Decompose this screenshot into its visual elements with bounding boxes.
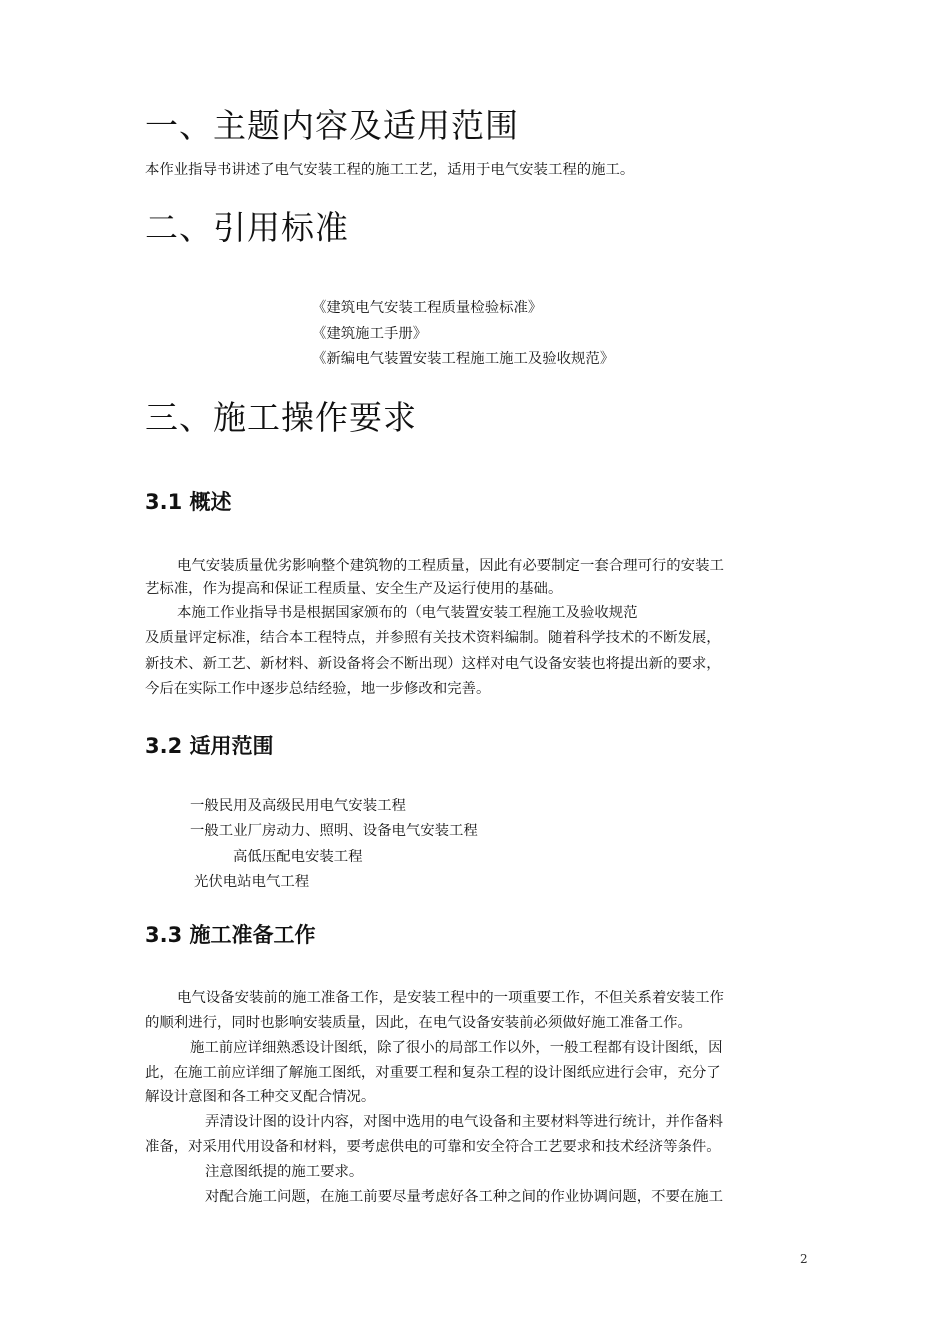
subsection-3-1-heading: 3.1 概述 — [145, 490, 232, 514]
reference-item: 《新编电气装置安装工程施工施工及验收规范》 — [312, 351, 615, 367]
paragraph-line: 电气设备安装前的施工准备工作，是安装工程中的一项重要工作，不但关系着安装工作 — [177, 990, 724, 1006]
reference-item: 《建筑施工手册》 — [312, 326, 428, 342]
section3-heading: 三、施工操作要求 — [145, 398, 417, 437]
scope-item: 一般工业厂房动力、照明、设备电气安装工程 — [190, 823, 478, 839]
paragraph-line: 准备，对采用代用设备和材料，要考虑供电的可靠和安全符合工艺要求和技术经济等条件。 — [145, 1139, 721, 1155]
scope-item: 光伏电站电气工程 — [194, 874, 310, 890]
paragraph-line: 及质量评定标准，结合本工程特点，并参照有关技术资料编制。随着科学技术的不断发展， — [145, 630, 721, 646]
reference-item: 《建筑电气安装工程质量检验标准》 — [312, 300, 543, 316]
paragraph-line: 此，在施工前应详细了解施工图纸，对重要工程和复杂工程的设计图纸应进行会审，充分了 — [145, 1065, 721, 1081]
scope-item: 高低压配电安装工程 — [233, 849, 363, 865]
paragraph-line: 施工前应详细熟悉设计图纸，除了很小的局部工作以外，一般工程都有设计图纸，因 — [190, 1040, 723, 1056]
section2-heading: 二、引用标准 — [145, 208, 349, 247]
paragraph-line: 注意图纸提的施工要求。 — [205, 1164, 364, 1180]
paragraph-line: 弄清设计图的设计内容，对图中选用的电气设备和主要材料等进行统计，并作备料 — [205, 1114, 724, 1130]
subsection-3-3-heading: 3.3 施工准备工作 — [145, 923, 316, 947]
scope-item: 一般民用及高级民用电气安装工程 — [190, 798, 406, 814]
paragraph-line: 的顺利进行，同时也影响安装质量，因此，在电气设备安装前必须做好施工准备工作。 — [145, 1015, 692, 1031]
paragraph-line: 对配合施工问题，在施工前要尽量考虑好各工种之间的作业协调问题，不要在施工 — [205, 1189, 724, 1205]
paragraph-line: 今后在实际工作中逐步总结经验，地一步修改和完善。 — [145, 681, 491, 697]
paragraph-line: 新技术、新工艺、新材料、新设备将会不断出现）这样对电气设备安装也将提出新的要求， — [145, 656, 721, 672]
paragraph-line: 本施工作业指导书是根据国家颁布的（电气装置安装工程施工及验收规范 — [177, 605, 638, 621]
page-number: 2 — [800, 1252, 808, 1266]
subsection-3-2-heading: 3.2 适用范围 — [145, 734, 274, 758]
section1-text: 本作业指导书讲述了电气安装工程的施工工艺，适用于电气安装工程的施工。 — [145, 162, 635, 178]
paragraph-line: 解设计意图和各工种交叉配合情况。 — [145, 1089, 376, 1105]
section1-heading: 一、主题内容及适用范围 — [145, 106, 519, 145]
paragraph-line: 电气安装质量优劣影响整个建筑物的工程质量，因此有必要制定一套合理可行的安装工 — [177, 558, 724, 574]
paragraph-line: 艺标准，作为提高和保证工程质量、安全生产及运行使用的基础。 — [145, 581, 563, 597]
